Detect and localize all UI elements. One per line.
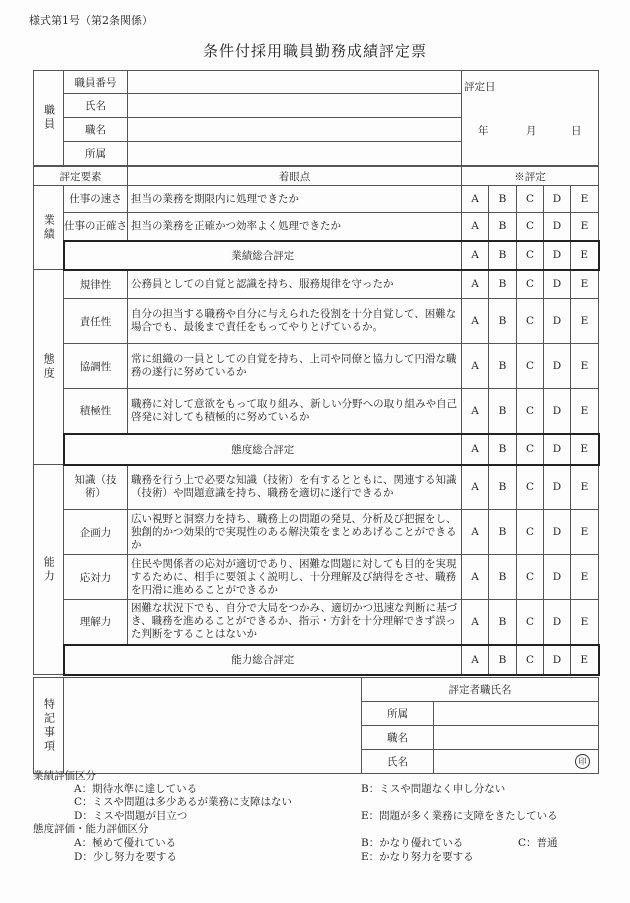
item-text: 職務を行う上で必要な知識（技術）を有するとともに、関連する知識（技術）や問題意識を持ち、職務を適切に遂行できるか — [128, 465, 462, 510]
legend-perf-d: D：ミスや問題が目立つ — [74, 810, 188, 822]
grade-option[interactable]: B — [489, 270, 517, 299]
evaluation-table — [33, 166, 600, 676]
grade-option[interactable]: E — [571, 555, 599, 600]
grade-option[interactable]: C — [517, 270, 544, 299]
grade-option[interactable]: B — [489, 241, 517, 270]
month-label: 月 — [526, 125, 537, 137]
page-title: 条件付採用職員勤務成績評定票 — [202, 42, 427, 60]
department-label: 所属 — [64, 142, 128, 166]
remarks-table — [33, 677, 599, 774]
legend-att-a: A：極めて優れている — [74, 837, 177, 849]
grade-option[interactable]: E — [571, 389, 599, 434]
grade-option[interactable]: A — [462, 555, 489, 600]
grade-option[interactable]: A — [462, 434, 489, 465]
grade-option[interactable]: C — [517, 299, 544, 344]
grade-option[interactable]: B — [489, 213, 517, 241]
item-name: 応対力 — [64, 555, 128, 600]
day-label: 日 — [571, 125, 582, 137]
grade-option[interactable]: D — [544, 186, 571, 213]
header-element: 評定要素 — [34, 167, 128, 186]
grade-option[interactable]: D — [544, 600, 571, 645]
grade-option[interactable]: A — [462, 270, 489, 299]
grade-option[interactable]: B — [489, 389, 517, 434]
grade-option[interactable]: B — [489, 344, 517, 389]
legend-att-e: E：かなり努力を要する — [361, 851, 474, 863]
grade-option[interactable]: B — [489, 600, 517, 645]
legend-perf-a: A：期待水準に達している — [74, 783, 198, 795]
grade-option[interactable]: C — [517, 645, 544, 675]
evaluator-position-input[interactable] — [434, 726, 599, 750]
grade-option[interactable]: A — [462, 645, 489, 675]
legend-att-c: C：普通 — [518, 837, 558, 849]
grade-option[interactable]: C — [517, 389, 544, 434]
evaluator-name-label: 氏名 — [362, 750, 434, 774]
grade-option[interactable]: A — [462, 344, 489, 389]
item-name: 企画力 — [64, 510, 128, 555]
grade-option[interactable]: E — [571, 434, 599, 465]
header-rating: ※評定 — [462, 167, 599, 186]
grade-option[interactable]: B — [489, 465, 517, 510]
section-label-ability: 能力 — [34, 465, 64, 675]
name-input[interactable] — [128, 94, 462, 118]
grade-option[interactable]: A — [462, 213, 489, 241]
evaluation-date-cell[interactable] — [462, 71, 599, 166]
grade-option[interactable]: C — [517, 555, 544, 600]
section-label-performance: 業績 — [34, 186, 64, 270]
grade-option[interactable]: A — [462, 299, 489, 344]
total-attitude-label: 態度総合評定 — [64, 434, 462, 465]
item-name: 責任性 — [64, 299, 128, 344]
item-name: 知識（技術） — [64, 465, 128, 510]
grade-option[interactable]: A — [462, 465, 489, 510]
grade-option[interactable]: D — [544, 434, 571, 465]
item-text: 住民や関係者の応対が適切であり、困難な問題に対しても目的を実現するために、相手に要領よく説明し、十分理解及び納得をさせ、職務を円滑に進めることができるか — [128, 555, 462, 600]
grade-option[interactable]: C — [517, 434, 544, 465]
item-name: 協調性 — [64, 344, 128, 389]
grade-option[interactable]: D — [544, 510, 571, 555]
seal-icon: 印 — [575, 754, 590, 769]
grade-option[interactable]: C — [517, 465, 544, 510]
grade-option[interactable]: D — [544, 213, 571, 241]
evaluator-title: 評定者職氏名 — [362, 678, 599, 702]
grade-option[interactable]: E — [571, 186, 599, 213]
grade-option[interactable]: A — [462, 186, 489, 213]
grade-option[interactable]: C — [517, 510, 544, 555]
position-input[interactable] — [128, 118, 462, 142]
grade-option[interactable]: C — [517, 241, 544, 270]
grade-option[interactable]: A — [462, 600, 489, 645]
employee-number-label: 職員番号 — [64, 71, 128, 94]
total-ability-label: 能力総合評定 — [64, 645, 462, 675]
item-text: 困難な状況下でも、自分で大局をつかみ、適切かつ迅速な判断に基づき、職務を進めることができるか、指示・方針を十分理解できず誤った判断をすることはないか — [128, 600, 462, 645]
remarks-input[interactable] — [64, 678, 362, 774]
grade-option[interactable]: D — [544, 299, 571, 344]
grade-option[interactable]: D — [544, 241, 571, 270]
grade-option[interactable]: B — [489, 510, 517, 555]
department-input[interactable] — [128, 142, 462, 166]
evaluator-position-label: 職名 — [362, 726, 434, 750]
legend-perf-b: B：ミスや問題なく申し分ない — [361, 783, 506, 795]
item-text: 常に組織の一員としての自覚を持ち、上司や同僚と協力して円滑な職務の遂行に努めているか — [128, 344, 462, 389]
item-text: 担当の業務を正確かつ効率よく処理できたか — [128, 213, 462, 241]
employee-info-table — [33, 70, 599, 166]
grade-option[interactable]: A — [462, 510, 489, 555]
item-name: 仕事の正確さ — [64, 213, 128, 241]
legend-att-d: D：少し努力を要する — [74, 851, 177, 863]
year-label: 年 — [478, 125, 489, 137]
legend-perf-c: C：ミスや問題は多少あるが業務に支障はない — [74, 796, 293, 808]
grade-option[interactable]: D — [544, 465, 571, 510]
grade-option[interactable]: D — [544, 555, 571, 600]
position-label: 職名 — [64, 118, 128, 142]
grade-option[interactable]: D — [544, 645, 571, 675]
grade-option[interactable]: E — [571, 600, 599, 645]
item-text: 公務員としての自覚と認識を持ち、服務規律を守ったか — [128, 270, 462, 299]
grade-option[interactable]: B — [489, 186, 517, 213]
grade-option[interactable]: C — [517, 213, 544, 241]
grade-option[interactable]: A — [462, 389, 489, 434]
item-text: 職務に対して意欲をもって取り組み、新しい分野への取り組みや自己啓発に対しても積極的に努めているか — [128, 389, 462, 434]
evaluator-department-label: 所属 — [362, 702, 434, 726]
item-name: 理解力 — [64, 600, 128, 645]
grade-option[interactable]: B — [489, 299, 517, 344]
form-number: 様式第1号（第2条関係） — [29, 14, 153, 27]
header-viewpoint: 着眼点 — [128, 167, 462, 186]
grade-option[interactable]: C — [517, 344, 544, 389]
grade-option[interactable]: A — [462, 241, 489, 270]
grade-option[interactable]: E — [571, 510, 599, 555]
item-name: 積極性 — [64, 389, 128, 434]
grade-option[interactable]: E — [571, 213, 599, 241]
legend-perf-title: 業績評価区分 — [33, 770, 96, 782]
legend-att-title: 態度評価・能力評価区分 — [33, 823, 149, 835]
section-label-attitude: 態度 — [34, 270, 64, 465]
grade-option[interactable]: E — [571, 241, 599, 270]
grade-option[interactable]: C — [517, 186, 544, 213]
item-text: 担当の業務を期限内に処理できたか — [128, 186, 462, 213]
legend-att-b: B：かなり優れている — [361, 837, 464, 849]
grade-option[interactable]: E — [571, 270, 599, 299]
grade-option[interactable]: B — [489, 645, 517, 675]
grade-option[interactable]: E — [571, 645, 599, 675]
evaluation-date-label: 評定日 — [464, 81, 496, 93]
item-name: 規律性 — [64, 270, 128, 299]
grade-option[interactable]: C — [517, 600, 544, 645]
grade-option[interactable]: D — [544, 344, 571, 389]
total-performance-label: 業績総合評定 — [64, 241, 462, 270]
item-name: 仕事の速さ — [64, 186, 128, 213]
grade-option[interactable]: B — [489, 434, 517, 465]
grade-option[interactable]: D — [544, 389, 571, 434]
name-label: 氏名 — [64, 94, 128, 118]
legend-perf-e: E：問題が多く業務に支障をきたしている — [361, 810, 558, 822]
grade-option[interactable]: E — [571, 344, 599, 389]
remarks-label: 特記事項 — [34, 678, 64, 774]
employee-section-label: 職員 — [34, 71, 64, 166]
item-text: 広い視野と洞察力を持ち、職務上の問題の発見、分析及び把握をし、独創的かつ効果的で実現性のある解決策をまとめあげることができるか — [128, 510, 462, 555]
employee-number-input[interactable] — [128, 71, 462, 94]
evaluator-department-input[interactable] — [434, 702, 599, 726]
item-text: 自分の担当する職務や自分に与えられた役割を十分自覚して、困難な場合でも、最後まで責任をもってやりとげているか。 — [128, 299, 462, 344]
grade-option[interactable]: E — [571, 465, 599, 510]
grade-option[interactable]: B — [489, 555, 517, 600]
grade-option[interactable]: E — [571, 299, 599, 344]
evaluator-name-input[interactable] — [434, 750, 599, 774]
grade-option[interactable]: D — [544, 270, 571, 299]
